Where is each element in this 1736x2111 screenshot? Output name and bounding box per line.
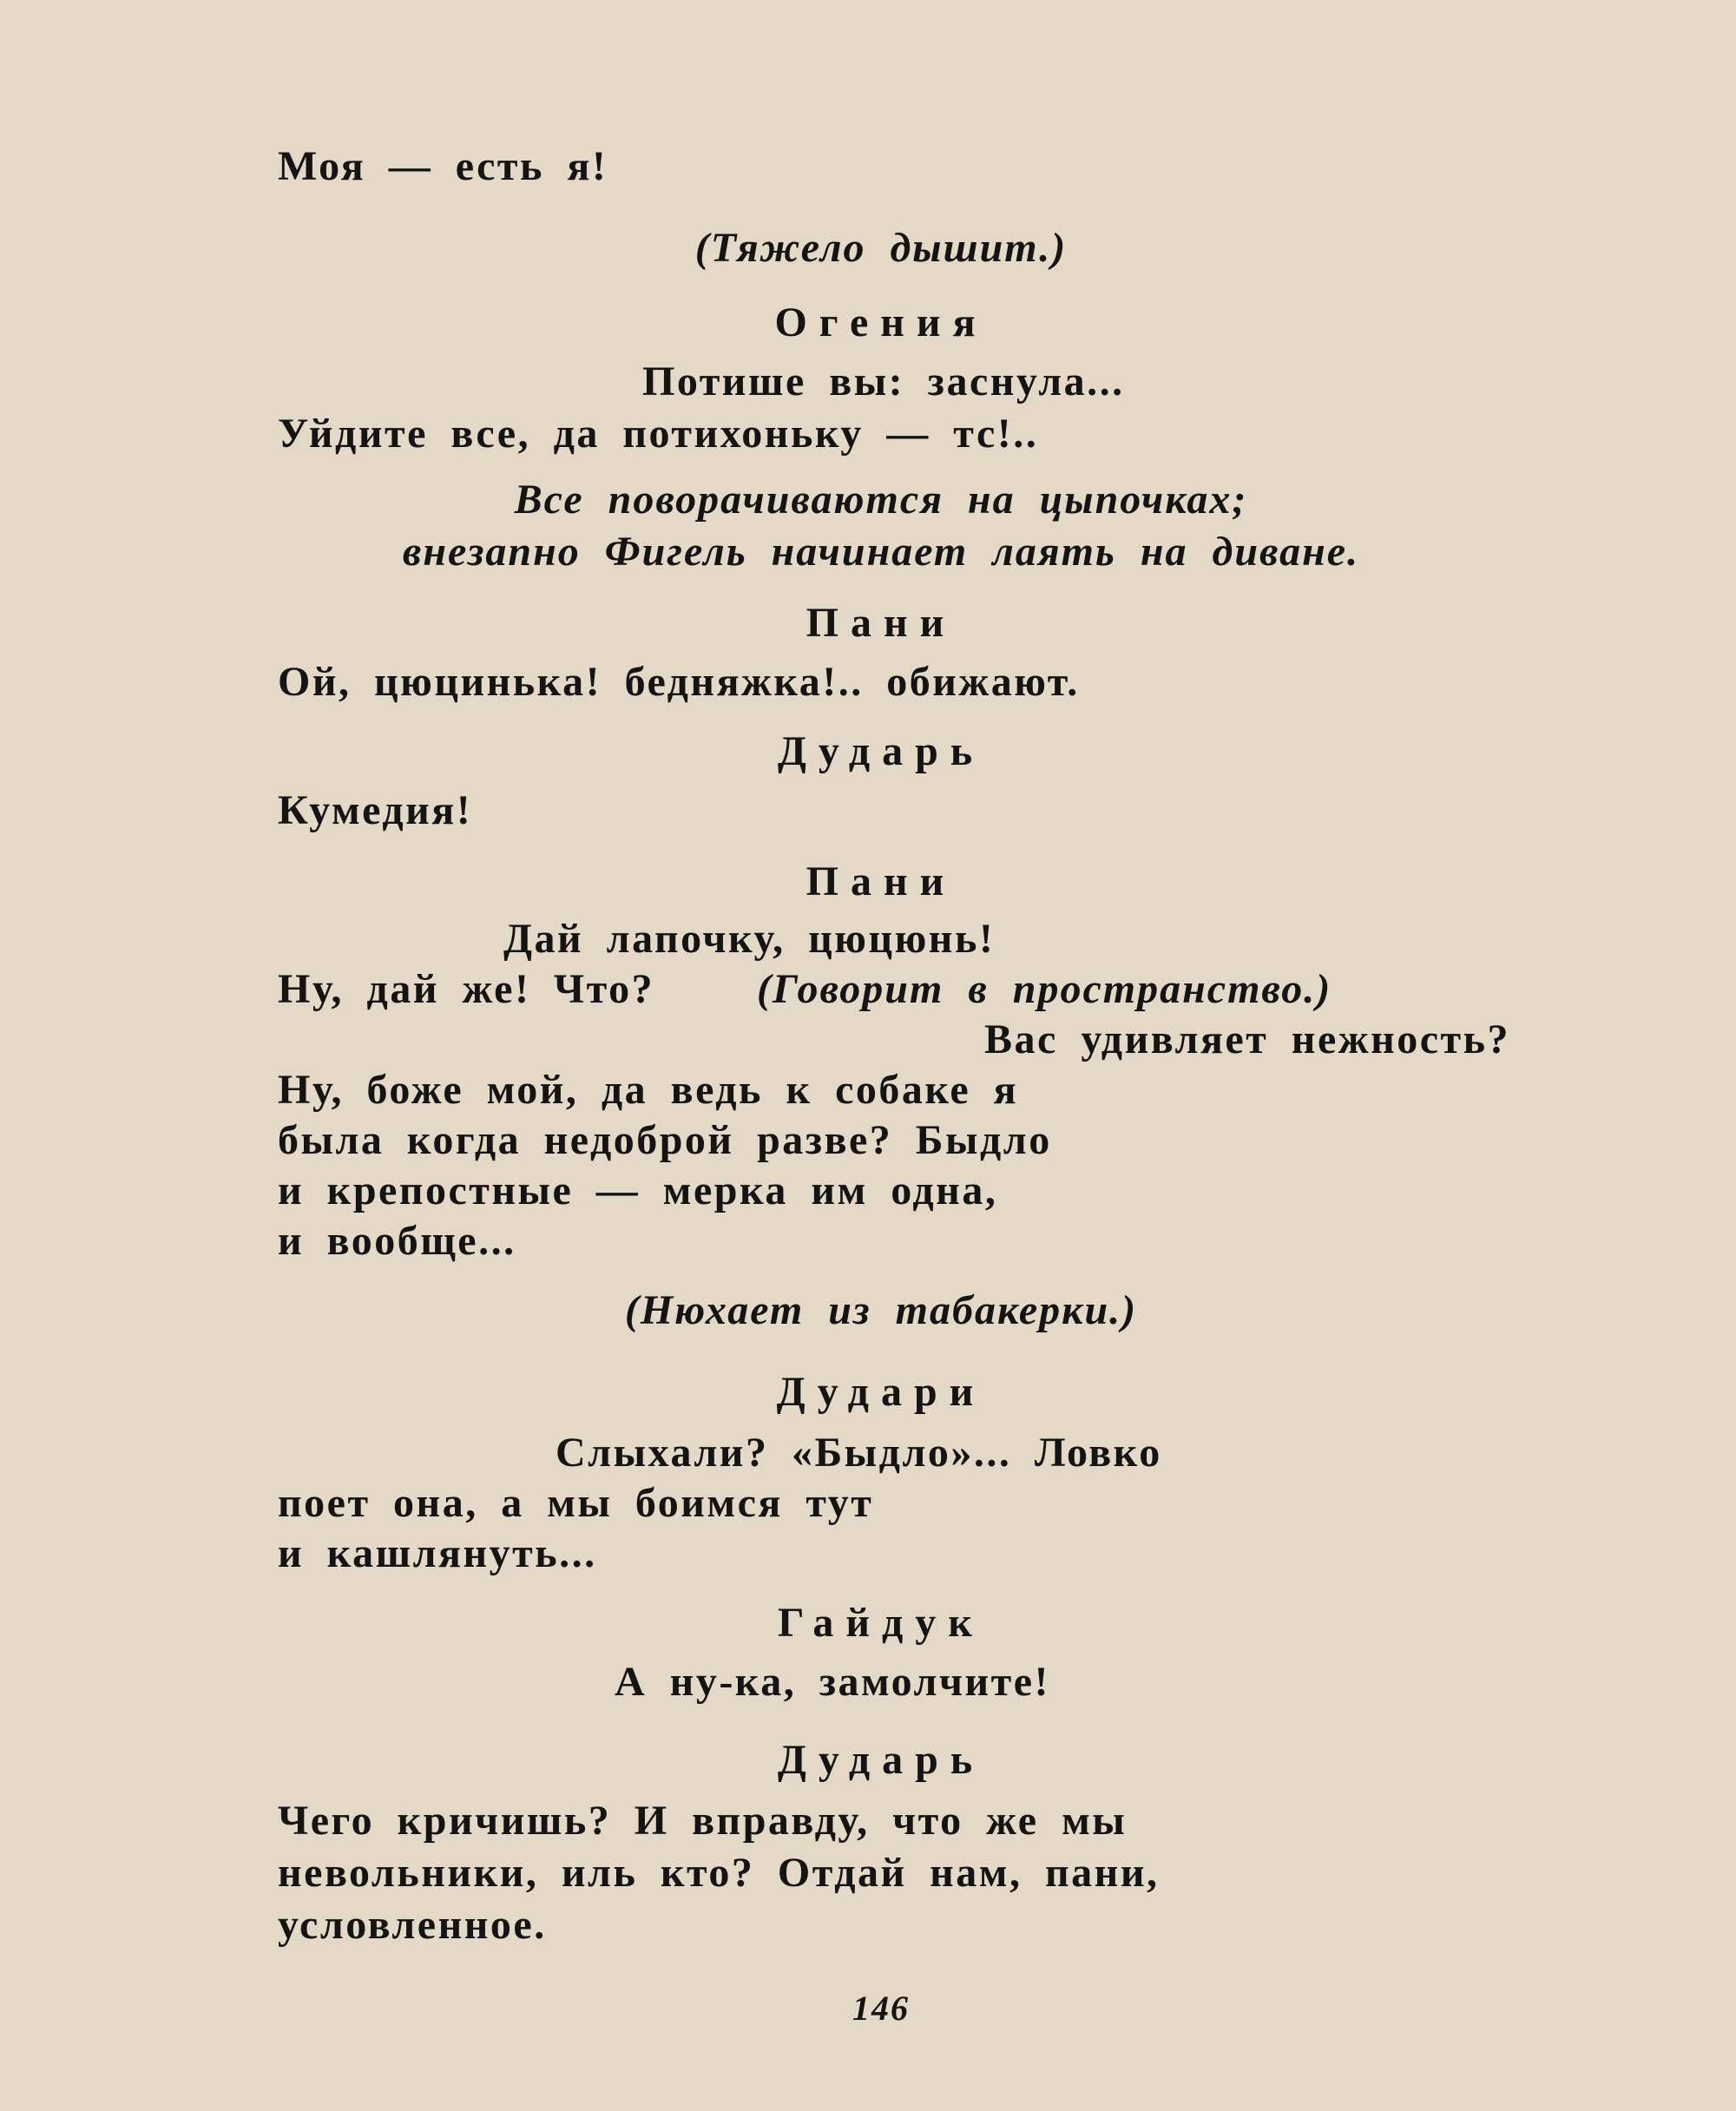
verse-line: поет она, а мы боимся тут [278, 1480, 874, 1526]
verse-line: А ну-ка, замолчите! [615, 1659, 1050, 1705]
verse-line: Ой, цюцинька! бедняжка!.. обижают. [278, 659, 1080, 705]
verse-line: Вас удивляет нежность? [984, 1016, 1510, 1062]
speaker-name: Дударь [777, 728, 985, 774]
verse-line: была когда недоброй разве? Быдло [278, 1117, 1052, 1163]
verse-line: Уйдите все, да потихоньку — тс!.. [278, 411, 1039, 457]
stage-direction: (Говорит в пространство.) [757, 966, 1332, 1012]
speaker-name: Пани [806, 600, 957, 646]
verse-line: Моя — есть я! [278, 143, 608, 189]
verse-line: Дай лапочку, цюцюнь! [503, 916, 996, 962]
verse-line: и крепостные — мерка им одна, [278, 1167, 998, 1213]
speaker-name: Пани [806, 858, 957, 904]
stage-direction: (Нюхает из табакерки.) [624, 1287, 1138, 1333]
speaker-name: Дударь [777, 1737, 985, 1783]
verse-line: и вообще... [278, 1218, 516, 1264]
stage-direction: (Тяжело дышит.) [694, 225, 1068, 271]
speaker-name: Огения [774, 299, 988, 345]
stage-direction: внезапно Фигель начинает лаять на диване. [402, 529, 1360, 575]
verse-line: Ну, дай же! Что? [278, 966, 655, 1012]
verse-line: невольники, иль кто? Отдай нам, пани, [278, 1850, 1160, 1896]
verse-line: Чего кричишь? И вправду, что же мы [278, 1798, 1128, 1844]
verse-line: Кумедия! [278, 787, 473, 833]
verse-line: условленное. [278, 1902, 547, 1948]
verse-line: Слыхали? «Быдло»... Ловко [556, 1430, 1162, 1476]
verse-line: Ну, боже мой, да ведь к собаке я [278, 1067, 1019, 1113]
verse-line: и кашлянуть... [278, 1530, 597, 1576]
verse-line: Потише вы: заснула... [642, 358, 1125, 404]
stage-direction: Все поворачиваются на цыпочках; [514, 477, 1248, 523]
speaker-name: Гайдук [778, 1600, 984, 1646]
speaker-name: Дудари [776, 1369, 986, 1415]
page-number: 146 [852, 1989, 910, 2028]
